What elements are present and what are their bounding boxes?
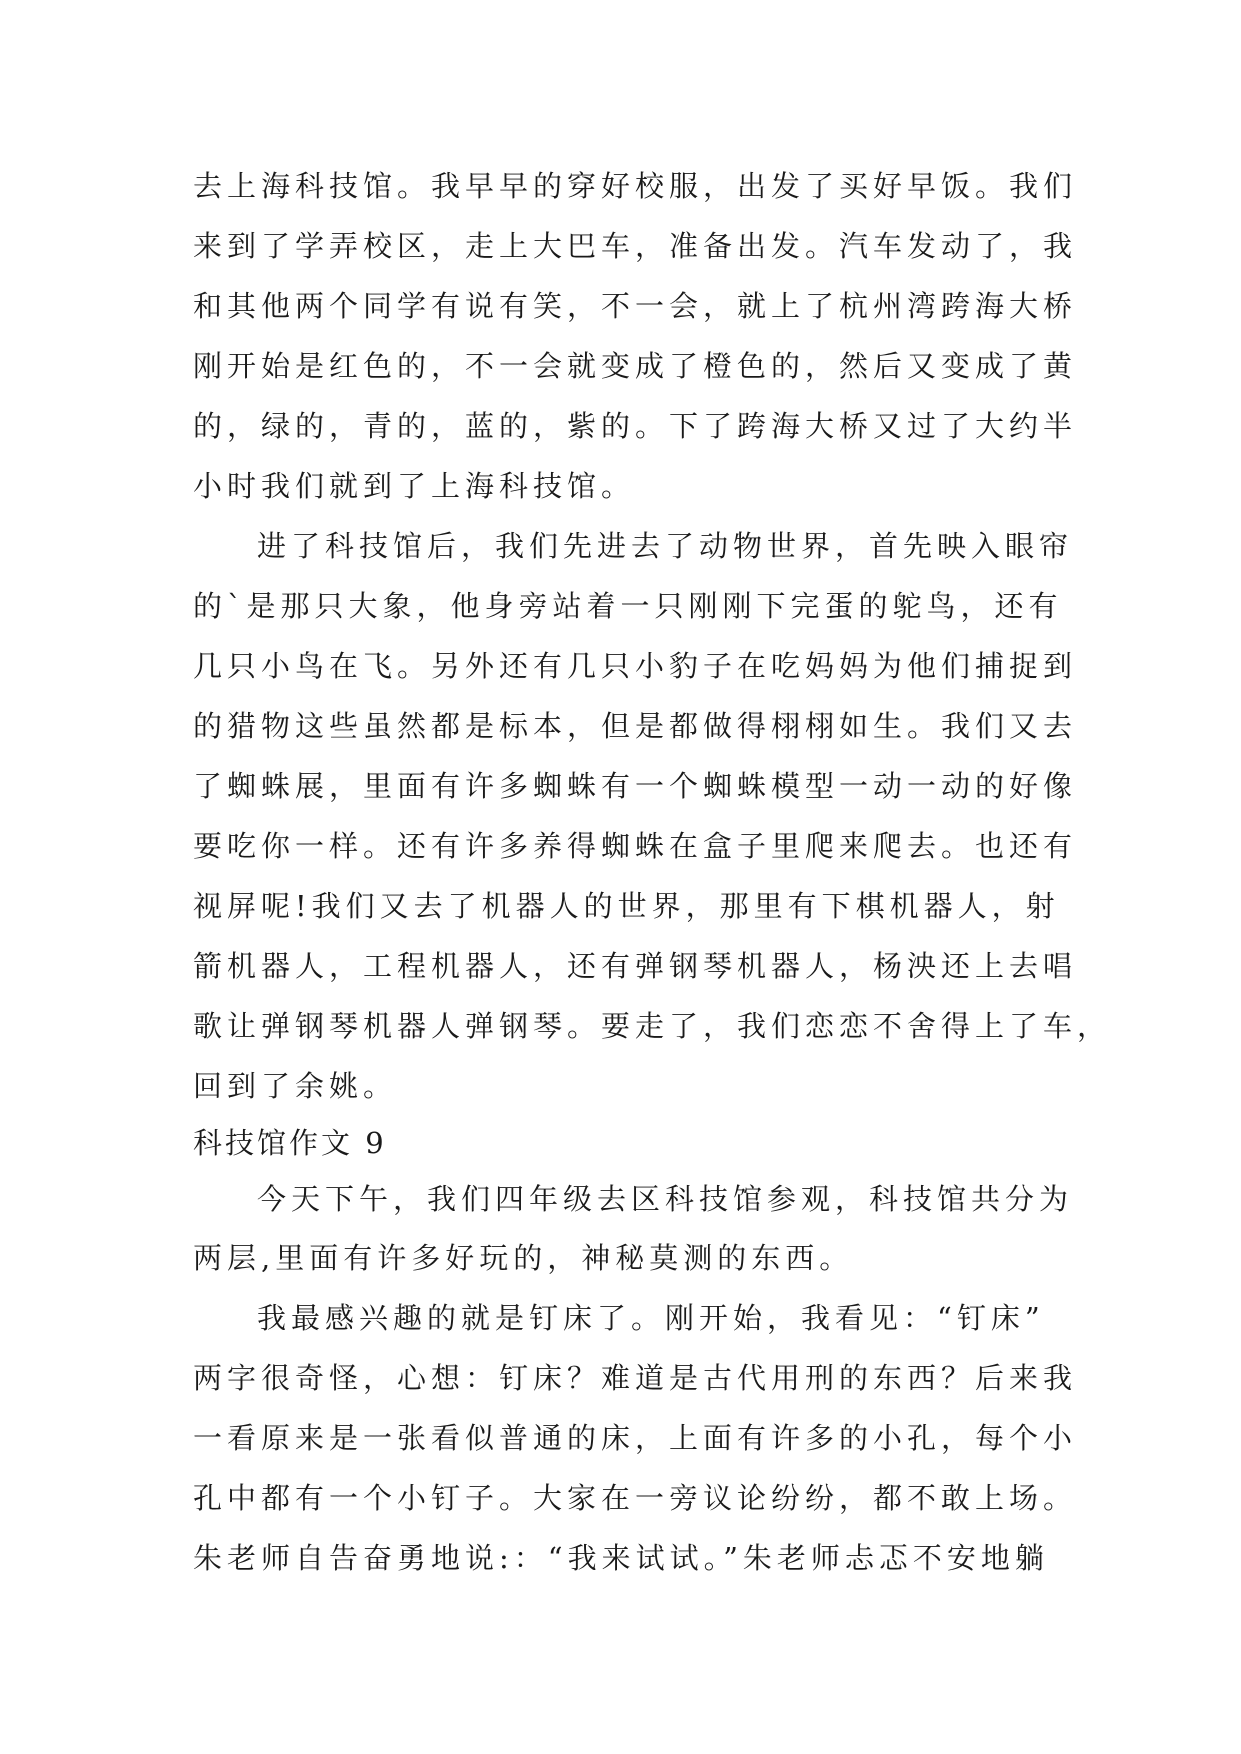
text-line: 的`是那只大象，他身旁站着一只刚刚下完蛋的鸵鸟，还有	[193, 589, 1063, 623]
text-line: 和其他两个同学有说有笑，不一会，就上了杭州湾跨海大桥	[193, 289, 1078, 323]
text-line: 去上海科技馆。我早早的穿好校服，出发了买好早饭。我们	[193, 169, 1078, 203]
text-line: 一看原来是一张看似普通的床，上面有许多的小孔，每个小	[193, 1421, 1078, 1455]
text-line: 歌让弹钢琴机器人弹钢琴。要走了，我们恋恋不舍得上了车，	[193, 1009, 1112, 1043]
text-line: 要吃你一样。还有许多养得蜘蛛在盒子里爬来爬去。也还有	[193, 829, 1078, 863]
text-line: 小时我们就到了上海科技馆。	[193, 469, 636, 503]
text-line: 刚开始是红色的，不一会就变成了橙色的，然后又变成了黄	[193, 349, 1078, 383]
text-line: 两层,里面有许多好玩的，神秘莫测的东西。	[193, 1241, 854, 1275]
text-line: 朱老师自告奋勇地说:：“我来试试。”朱老师忐忑不安地躺	[193, 1541, 1049, 1575]
text-line: 孔中都有一个小钉子。大家在一旁议论纷纷，都不敢上场。	[193, 1481, 1078, 1515]
text-line: 视屏呢!我们又去了机器人的世界，那里有下棋机器人，射	[193, 889, 1060, 923]
section-heading: 科技馆作文 9	[193, 1126, 387, 1160]
paragraph-first-line: 进了科技馆后，我们先进去了动物世界，首先映入眼帘	[257, 529, 1074, 563]
paragraph-first-line: 我最感兴趣的就是钉床了。刚开始，我看见：“钉床”	[257, 1301, 1045, 1335]
text-line: 几只小鸟在飞。另外还有几只小豹子在吃妈妈为他们捕捉到	[193, 649, 1078, 683]
text-line: 来到了学弄校区，走上大巴车，准备出发。汽车发动了，我	[193, 229, 1078, 263]
text-line: 的，绿的，青的，蓝的，紫的。下了跨海大桥又过了大约半	[193, 409, 1078, 443]
paragraph-first-line: 今天下午，我们四年级去区科技馆参观，科技馆共分为	[257, 1182, 1074, 1216]
text-line: 两字很奇怪，心想：钉床？难道是古代用刑的东西？后来我	[193, 1361, 1078, 1395]
text-line: 回到了余姚。	[193, 1069, 398, 1103]
text-line: 了蜘蛛展，里面有许多蜘蛛有一个蜘蛛模型一动一动的好像	[193, 769, 1078, 803]
text-line: 的猎物这些虽然都是标本，但是都做得栩栩如生。我们又去	[193, 709, 1078, 743]
document-page	[193, 156, 1112, 1588]
text-line: 箭机器人，工程机器人，还有弹钢琴机器人，杨泱还上去唱	[193, 949, 1078, 983]
